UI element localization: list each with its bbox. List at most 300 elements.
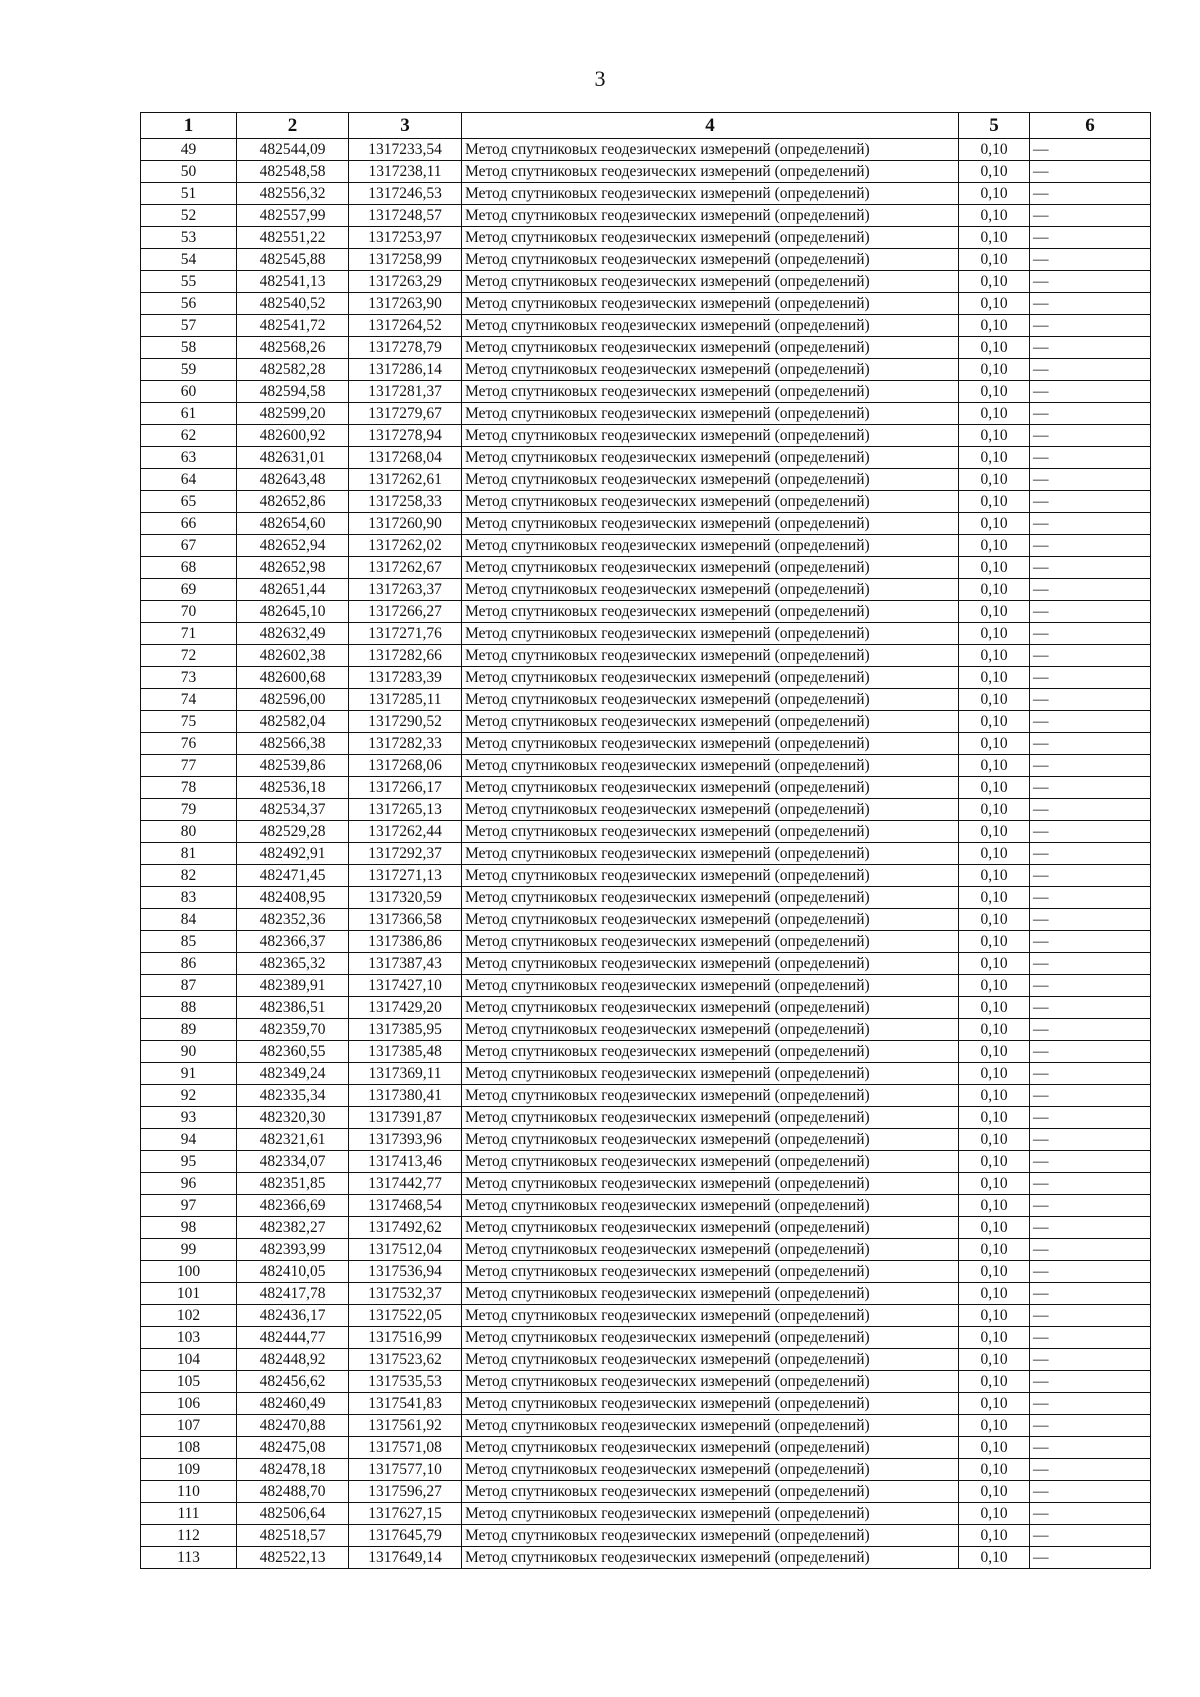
- table-row: [141, 447, 1151, 469]
- y-coordinate-cell: 1317391,87: [349, 1107, 462, 1129]
- accuracy-cell: 0,10: [959, 491, 1030, 513]
- y-coordinate-cell: 1317278,79: [349, 337, 462, 359]
- accuracy-cell: 0,10: [959, 909, 1030, 931]
- table-row: [141, 359, 1151, 381]
- y-coordinate-cell: 1317263,29: [349, 271, 462, 293]
- column-header-4: 4: [462, 113, 959, 139]
- note-cell: —: [1030, 843, 1151, 865]
- accuracy-cell: 0,10: [959, 513, 1030, 535]
- note-cell: —: [1030, 1437, 1151, 1459]
- x-coordinate-cell: 482536,18: [237, 777, 349, 799]
- point-number-cell: 112: [141, 1525, 237, 1547]
- x-coordinate-cell: 482359,70: [237, 1019, 349, 1041]
- table-row: [141, 843, 1151, 865]
- accuracy-cell: 0,10: [959, 755, 1030, 777]
- point-number-cell: 83: [141, 887, 237, 909]
- x-coordinate-cell: 482557,99: [237, 205, 349, 227]
- note-cell: —: [1030, 1503, 1151, 1525]
- note-cell: —: [1030, 1107, 1151, 1129]
- y-coordinate-cell: 1317561,92: [349, 1415, 462, 1437]
- accuracy-cell: 0,10: [959, 447, 1030, 469]
- point-number-cell: 75: [141, 711, 237, 733]
- y-coordinate-cell: 1317292,37: [349, 843, 462, 865]
- y-coordinate-cell: 1317278,94: [349, 425, 462, 447]
- table-row: [141, 1283, 1151, 1305]
- x-coordinate-cell: 482539,86: [237, 755, 349, 777]
- accuracy-cell: 0,10: [959, 1173, 1030, 1195]
- y-coordinate-cell: 1317271,76: [349, 623, 462, 645]
- y-coordinate-cell: 1317262,02: [349, 535, 462, 557]
- x-coordinate-cell: 482600,92: [237, 425, 349, 447]
- y-coordinate-cell: 1317427,10: [349, 975, 462, 997]
- x-coordinate-cell: 482410,05: [237, 1261, 349, 1283]
- accuracy-cell: 0,10: [959, 1041, 1030, 1063]
- x-coordinate-cell: 482366,69: [237, 1195, 349, 1217]
- table-row: [141, 1525, 1151, 1547]
- accuracy-cell: 0,10: [959, 843, 1030, 865]
- method-cell: Метод спутниковых геодезических измерений (определений): [462, 1195, 959, 1217]
- table-row: [141, 1195, 1151, 1217]
- table-row: [141, 799, 1151, 821]
- method-cell: Метод спутниковых геодезических измерений (определений): [462, 491, 959, 513]
- point-number-cell: 108: [141, 1437, 237, 1459]
- point-number-cell: 66: [141, 513, 237, 535]
- note-cell: —: [1030, 205, 1151, 227]
- y-coordinate-cell: 1317320,59: [349, 887, 462, 909]
- x-coordinate-cell: 482320,30: [237, 1107, 349, 1129]
- table-row: [141, 1327, 1151, 1349]
- accuracy-cell: 0,10: [959, 799, 1030, 821]
- x-coordinate-cell: 482540,52: [237, 293, 349, 315]
- x-coordinate-cell: 482522,13: [237, 1547, 349, 1569]
- note-cell: —: [1030, 1041, 1151, 1063]
- note-cell: —: [1030, 821, 1151, 843]
- note-cell: —: [1030, 711, 1151, 733]
- note-cell: —: [1030, 271, 1151, 293]
- table-header-row: [141, 113, 1151, 139]
- y-coordinate-cell: 1317262,61: [349, 469, 462, 491]
- point-number-cell: 56: [141, 293, 237, 315]
- table-row: [141, 1041, 1151, 1063]
- accuracy-cell: 0,10: [959, 1349, 1030, 1371]
- note-cell: —: [1030, 1525, 1151, 1547]
- coordinates-table: [140, 112, 1151, 1569]
- table-row: [141, 1239, 1151, 1261]
- point-number-cell: 76: [141, 733, 237, 755]
- accuracy-cell: 0,10: [959, 1503, 1030, 1525]
- x-coordinate-cell: 482541,13: [237, 271, 349, 293]
- table-row: [141, 689, 1151, 711]
- x-coordinate-cell: 482654,60: [237, 513, 349, 535]
- note-cell: —: [1030, 1283, 1151, 1305]
- point-number-cell: 100: [141, 1261, 237, 1283]
- method-cell: Метод спутниковых геодезических измерений (определений): [462, 447, 959, 469]
- point-number-cell: 53: [141, 227, 237, 249]
- y-coordinate-cell: 1317369,11: [349, 1063, 462, 1085]
- point-number-cell: 67: [141, 535, 237, 557]
- method-cell: Метод спутниковых геодезических измерений (определений): [462, 865, 959, 887]
- note-cell: —: [1030, 513, 1151, 535]
- method-cell: Метод спутниковых геодезических измерений (определений): [462, 1063, 959, 1085]
- x-coordinate-cell: 482645,10: [237, 601, 349, 623]
- table-row: [141, 1481, 1151, 1503]
- y-coordinate-cell: 1317522,05: [349, 1305, 462, 1327]
- note-cell: —: [1030, 1547, 1151, 1569]
- method-cell: Метод спутниковых геодезических измерений (определений): [462, 623, 959, 645]
- y-coordinate-cell: 1317385,95: [349, 1019, 462, 1041]
- method-cell: Метод спутниковых геодезических измерений (определений): [462, 579, 959, 601]
- y-coordinate-cell: 1317268,06: [349, 755, 462, 777]
- point-number-cell: 111: [141, 1503, 237, 1525]
- note-cell: —: [1030, 997, 1151, 1019]
- point-number-cell: 113: [141, 1547, 237, 1569]
- method-cell: Метод спутниковых геодезических измерений (определений): [462, 359, 959, 381]
- table-row: [141, 1371, 1151, 1393]
- point-number-cell: 97: [141, 1195, 237, 1217]
- x-coordinate-cell: 482600,68: [237, 667, 349, 689]
- point-number-cell: 80: [141, 821, 237, 843]
- x-coordinate-cell: 482568,26: [237, 337, 349, 359]
- method-cell: Метод спутниковых геодезических измерений (определений): [462, 403, 959, 425]
- table-row: [141, 953, 1151, 975]
- table-row: [141, 777, 1151, 799]
- x-coordinate-cell: 482382,27: [237, 1217, 349, 1239]
- y-coordinate-cell: 1317413,46: [349, 1151, 462, 1173]
- note-cell: —: [1030, 447, 1151, 469]
- note-cell: —: [1030, 1151, 1151, 1173]
- x-coordinate-cell: 482652,86: [237, 491, 349, 513]
- y-coordinate-cell: 1317385,48: [349, 1041, 462, 1063]
- accuracy-cell: 0,10: [959, 161, 1030, 183]
- x-coordinate-cell: 482651,44: [237, 579, 349, 601]
- column-header-2: 2: [237, 113, 349, 139]
- point-number-cell: 78: [141, 777, 237, 799]
- method-cell: Метод спутниковых геодезических измерений (определений): [462, 557, 959, 579]
- x-coordinate-cell: 482436,17: [237, 1305, 349, 1327]
- method-cell: Метод спутниковых геодезических измерений (определений): [462, 1019, 959, 1041]
- note-cell: —: [1030, 337, 1151, 359]
- accuracy-cell: 0,10: [959, 1239, 1030, 1261]
- table-row: [141, 1547, 1151, 1569]
- y-coordinate-cell: 1317258,99: [349, 249, 462, 271]
- note-cell: —: [1030, 1393, 1151, 1415]
- accuracy-cell: 0,10: [959, 931, 1030, 953]
- point-number-cell: 64: [141, 469, 237, 491]
- column-header-1: 1: [141, 113, 237, 139]
- point-number-cell: 63: [141, 447, 237, 469]
- accuracy-cell: 0,10: [959, 425, 1030, 447]
- accuracy-cell: 0,10: [959, 601, 1030, 623]
- x-coordinate-cell: 482632,49: [237, 623, 349, 645]
- point-number-cell: 99: [141, 1239, 237, 1261]
- y-coordinate-cell: 1317290,52: [349, 711, 462, 733]
- y-coordinate-cell: 1317429,20: [349, 997, 462, 1019]
- method-cell: Метод спутниковых геодезических измерений (определений): [462, 975, 959, 997]
- point-number-cell: 86: [141, 953, 237, 975]
- y-coordinate-cell: 1317282,33: [349, 733, 462, 755]
- y-coordinate-cell: 1317281,37: [349, 381, 462, 403]
- note-cell: —: [1030, 227, 1151, 249]
- table-row: [141, 909, 1151, 931]
- method-cell: Метод спутниковых геодезических измерений (определений): [462, 381, 959, 403]
- note-cell: —: [1030, 1217, 1151, 1239]
- note-cell: —: [1030, 1415, 1151, 1437]
- y-coordinate-cell: 1317645,79: [349, 1525, 462, 1547]
- method-cell: Метод спутниковых геодезических измерений (определений): [462, 953, 959, 975]
- note-cell: —: [1030, 733, 1151, 755]
- point-number-cell: 105: [141, 1371, 237, 1393]
- x-coordinate-cell: 482448,92: [237, 1349, 349, 1371]
- y-coordinate-cell: 1317266,27: [349, 601, 462, 623]
- accuracy-cell: 0,10: [959, 293, 1030, 315]
- note-cell: —: [1030, 183, 1151, 205]
- accuracy-cell: 0,10: [959, 557, 1030, 579]
- note-cell: —: [1030, 293, 1151, 315]
- y-coordinate-cell: 1317268,04: [349, 447, 462, 469]
- y-coordinate-cell: 1317649,14: [349, 1547, 462, 1569]
- accuracy-cell: 0,10: [959, 645, 1030, 667]
- x-coordinate-cell: 482460,49: [237, 1393, 349, 1415]
- column-header-3: 3: [349, 113, 462, 139]
- accuracy-cell: 0,10: [959, 139, 1030, 161]
- y-coordinate-cell: 1317285,11: [349, 689, 462, 711]
- point-number-cell: 102: [141, 1305, 237, 1327]
- table-row: [141, 1415, 1151, 1437]
- y-coordinate-cell: 1317286,14: [349, 359, 462, 381]
- note-cell: —: [1030, 1239, 1151, 1261]
- x-coordinate-cell: 482599,20: [237, 403, 349, 425]
- x-coordinate-cell: 482548,58: [237, 161, 349, 183]
- point-number-cell: 54: [141, 249, 237, 271]
- method-cell: Метод спутниковых геодезических измерений (определений): [462, 1481, 959, 1503]
- x-coordinate-cell: 482596,00: [237, 689, 349, 711]
- accuracy-cell: 0,10: [959, 1459, 1030, 1481]
- x-coordinate-cell: 482544,09: [237, 139, 349, 161]
- accuracy-cell: 0,10: [959, 403, 1030, 425]
- note-cell: —: [1030, 1195, 1151, 1217]
- y-coordinate-cell: 1317541,83: [349, 1393, 462, 1415]
- accuracy-cell: 0,10: [959, 315, 1030, 337]
- method-cell: Метод спутниковых геодезических измерений (определений): [462, 183, 959, 205]
- accuracy-cell: 0,10: [959, 359, 1030, 381]
- table-row: [141, 733, 1151, 755]
- method-cell: Метод спутниковых геодезических измерений (определений): [462, 205, 959, 227]
- method-cell: Метод спутниковых геодезических измерений (определений): [462, 667, 959, 689]
- table-row: [141, 997, 1151, 1019]
- point-number-cell: 74: [141, 689, 237, 711]
- x-coordinate-cell: 482652,98: [237, 557, 349, 579]
- point-number-cell: 94: [141, 1129, 237, 1151]
- accuracy-cell: 0,10: [959, 1107, 1030, 1129]
- x-coordinate-cell: 482389,91: [237, 975, 349, 997]
- table-row: [141, 557, 1151, 579]
- note-cell: —: [1030, 975, 1151, 997]
- column-header-6: 6: [1030, 113, 1151, 139]
- accuracy-cell: 0,10: [959, 469, 1030, 491]
- note-cell: —: [1030, 491, 1151, 513]
- y-coordinate-cell: 1317442,77: [349, 1173, 462, 1195]
- accuracy-cell: 0,10: [959, 1481, 1030, 1503]
- note-cell: —: [1030, 799, 1151, 821]
- method-cell: Метод спутниковых геодезических измерений (определений): [462, 469, 959, 491]
- point-number-cell: 85: [141, 931, 237, 953]
- method-cell: Метод спутниковых геодезических измерений (определений): [462, 1283, 959, 1305]
- y-coordinate-cell: 1317532,37: [349, 1283, 462, 1305]
- accuracy-cell: 0,10: [959, 1437, 1030, 1459]
- method-cell: Метод спутниковых геодезических измерений (определений): [462, 315, 959, 337]
- note-cell: —: [1030, 469, 1151, 491]
- accuracy-cell: 0,10: [959, 205, 1030, 227]
- method-cell: Метод спутниковых геодезических измерений (определений): [462, 931, 959, 953]
- table-row: [141, 381, 1151, 403]
- point-number-cell: 88: [141, 997, 237, 1019]
- x-coordinate-cell: 482518,57: [237, 1525, 349, 1547]
- method-cell: Метод спутниковых геодезических измерений (определений): [462, 997, 959, 1019]
- y-coordinate-cell: 1317536,94: [349, 1261, 462, 1283]
- point-number-cell: 77: [141, 755, 237, 777]
- method-cell: Метод спутниковых геодезических измерений (определений): [462, 513, 959, 535]
- accuracy-cell: 0,10: [959, 667, 1030, 689]
- note-cell: —: [1030, 1063, 1151, 1085]
- note-cell: —: [1030, 909, 1151, 931]
- point-number-cell: 81: [141, 843, 237, 865]
- note-cell: —: [1030, 1085, 1151, 1107]
- method-cell: Метод спутниковых геодезических измерений (определений): [462, 249, 959, 271]
- point-number-cell: 55: [141, 271, 237, 293]
- x-coordinate-cell: 482349,24: [237, 1063, 349, 1085]
- x-coordinate-cell: 482365,32: [237, 953, 349, 975]
- method-cell: Метод спутниковых геодезических измерений (определений): [462, 1503, 959, 1525]
- y-coordinate-cell: 1317492,62: [349, 1217, 462, 1239]
- y-coordinate-cell: 1317535,53: [349, 1371, 462, 1393]
- note-cell: —: [1030, 1459, 1151, 1481]
- accuracy-cell: 0,10: [959, 821, 1030, 843]
- table-row: [141, 1459, 1151, 1481]
- method-cell: Метод спутниковых геодезических измерений (определений): [462, 1327, 959, 1349]
- note-cell: —: [1030, 601, 1151, 623]
- note-cell: —: [1030, 887, 1151, 909]
- accuracy-cell: 0,10: [959, 1525, 1030, 1547]
- note-cell: —: [1030, 359, 1151, 381]
- point-number-cell: 92: [141, 1085, 237, 1107]
- point-number-cell: 93: [141, 1107, 237, 1129]
- table-row: [141, 887, 1151, 909]
- note-cell: —: [1030, 1261, 1151, 1283]
- accuracy-cell: 0,10: [959, 1217, 1030, 1239]
- point-number-cell: 52: [141, 205, 237, 227]
- point-number-cell: 57: [141, 315, 237, 337]
- accuracy-cell: 0,10: [959, 271, 1030, 293]
- accuracy-cell: 0,10: [959, 249, 1030, 271]
- x-coordinate-cell: 482393,99: [237, 1239, 349, 1261]
- table-body: [141, 139, 1151, 1569]
- method-cell: Метод спутниковых геодезических измерений (определений): [462, 1129, 959, 1151]
- accuracy-cell: 0,10: [959, 535, 1030, 557]
- method-cell: Метод спутниковых геодезических измерений (определений): [462, 689, 959, 711]
- y-coordinate-cell: 1317386,86: [349, 931, 462, 953]
- accuracy-cell: 0,10: [959, 1151, 1030, 1173]
- point-number-cell: 87: [141, 975, 237, 997]
- accuracy-cell: 0,10: [959, 1019, 1030, 1041]
- table-row: [141, 601, 1151, 623]
- accuracy-cell: 0,10: [959, 1063, 1030, 1085]
- note-cell: —: [1030, 557, 1151, 579]
- point-number-cell: 90: [141, 1041, 237, 1063]
- y-coordinate-cell: 1317366,58: [349, 909, 462, 931]
- x-coordinate-cell: 482582,28: [237, 359, 349, 381]
- table-row: [141, 337, 1151, 359]
- method-cell: Метод спутниковых геодезических измерений (определений): [462, 777, 959, 799]
- method-cell: Метод спутниковых геодезических измерений (определений): [462, 425, 959, 447]
- table-row: [141, 1129, 1151, 1151]
- x-coordinate-cell: 482334,07: [237, 1151, 349, 1173]
- method-cell: Метод спутниковых геодезических измерений (определений): [462, 601, 959, 623]
- y-coordinate-cell: 1317468,54: [349, 1195, 462, 1217]
- method-cell: Метод спутниковых геодезических измерений (определений): [462, 821, 959, 843]
- point-number-cell: 104: [141, 1349, 237, 1371]
- method-cell: Метод спутниковых геодезических измерений (определений): [462, 293, 959, 315]
- y-coordinate-cell: 1317266,17: [349, 777, 462, 799]
- column-header-5: 5: [959, 113, 1030, 139]
- x-coordinate-cell: 482321,61: [237, 1129, 349, 1151]
- table-row: [141, 425, 1151, 447]
- table-row: [141, 535, 1151, 557]
- note-cell: —: [1030, 931, 1151, 953]
- method-cell: Метод спутниковых геодезических измерений (определений): [462, 1525, 959, 1547]
- table-row: [141, 1437, 1151, 1459]
- y-coordinate-cell: 1317233,54: [349, 139, 462, 161]
- point-number-cell: 84: [141, 909, 237, 931]
- table-row: [141, 1261, 1151, 1283]
- point-number-cell: 62: [141, 425, 237, 447]
- y-coordinate-cell: 1317260,90: [349, 513, 462, 535]
- table-row: [141, 1019, 1151, 1041]
- x-coordinate-cell: 482602,38: [237, 645, 349, 667]
- x-coordinate-cell: 482456,62: [237, 1371, 349, 1393]
- y-coordinate-cell: 1317246,53: [349, 183, 462, 205]
- accuracy-cell: 0,10: [959, 1371, 1030, 1393]
- method-cell: Метод спутниковых геодезических измерений (определений): [462, 271, 959, 293]
- method-cell: Метод спутниковых геодезических измерений (определений): [462, 227, 959, 249]
- point-number-cell: 106: [141, 1393, 237, 1415]
- table-row: [141, 513, 1151, 535]
- x-coordinate-cell: 482470,88: [237, 1415, 349, 1437]
- note-cell: —: [1030, 1305, 1151, 1327]
- point-number-cell: 73: [141, 667, 237, 689]
- accuracy-cell: 0,10: [959, 733, 1030, 755]
- table-row: [141, 1349, 1151, 1371]
- y-coordinate-cell: 1317577,10: [349, 1459, 462, 1481]
- note-cell: —: [1030, 535, 1151, 557]
- accuracy-cell: 0,10: [959, 227, 1030, 249]
- x-coordinate-cell: 482556,32: [237, 183, 349, 205]
- table-row: [141, 293, 1151, 315]
- method-cell: Метод спутниковых геодезических измерений (определений): [462, 645, 959, 667]
- table-row: [141, 1173, 1151, 1195]
- x-coordinate-cell: 482417,78: [237, 1283, 349, 1305]
- page-number: 3: [594, 66, 606, 91]
- method-cell: Метод спутниковых геодезических измерений (определений): [462, 1107, 959, 1129]
- x-coordinate-cell: 482534,37: [237, 799, 349, 821]
- table-row: [141, 667, 1151, 689]
- method-cell: Метод спутниковых геодезических измерений (определений): [462, 1393, 959, 1415]
- note-cell: —: [1030, 623, 1151, 645]
- point-number-cell: 71: [141, 623, 237, 645]
- method-cell: Метод спутниковых геодезических измерений (определений): [462, 337, 959, 359]
- x-coordinate-cell: 482492,91: [237, 843, 349, 865]
- method-cell: Метод спутниковых геодезических измерений (определений): [462, 1305, 959, 1327]
- method-cell: Метод спутниковых геодезических измерений (определений): [462, 843, 959, 865]
